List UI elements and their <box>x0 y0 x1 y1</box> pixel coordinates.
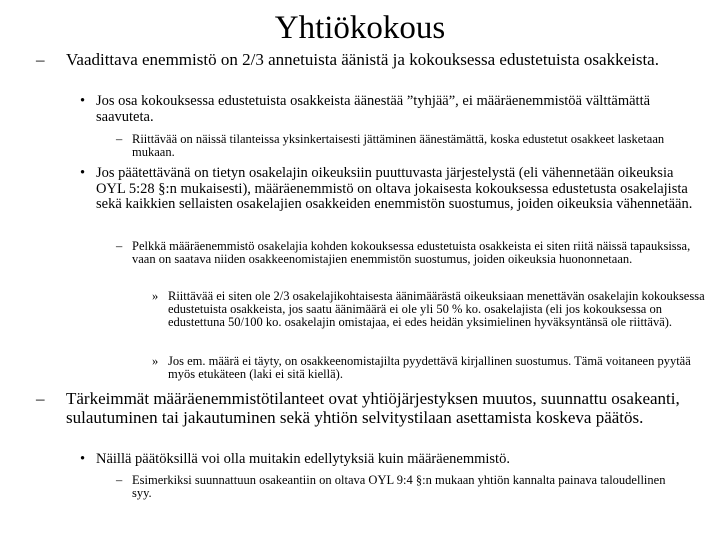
bullet-level1-key-situations <box>36 389 691 427</box>
slide-title: Yhtiökokous <box>274 10 446 46</box>
bullet-marker: – <box>116 473 123 487</box>
bullet-text: Pelkkä määräenemmistö osakelajia kohden kokouksessa edustetuista osakkeista ei siten riitä näissä tapauksissa, vaan on saatava niiden osakkeenomistajien enemmistön suostumus, joiden oikeuksia huononnetaan. <box>132 239 691 266</box>
bullet-marker: • <box>80 93 86 109</box>
bullet-level1-majority <box>36 50 686 69</box>
bullet-text: Vaadittava enemmistö on 2/3 annetuista äänistä ja kokouksessa edustetuista osakkeista. <box>66 50 659 69</box>
bullet-text: Tärkeimmät määräenemmistötilanteet ovat yhtiöjärjestyksen muutos, suunnattu osakeanti, sulautuminen tai jakautuminen sekä yhtiön selvitystilaan asettamista koskeva päätös. <box>66 389 680 427</box>
bullet-level2-empty-votes <box>80 94 710 125</box>
bullet-level2-other-conditions <box>80 452 710 468</box>
bullet-text: Näillä päätöksillä voi olla muitakin edellytyksiä kuin määräenemmistö. <box>96 451 510 467</box>
bullet-marker: • <box>80 165 86 181</box>
bullet-marker: • <box>80 451 86 467</box>
bullet-text: Esimerkiksi suunnattuun osakeantiin on oltava OYL 9:4 §:n mukaan yhtiön kannalta painava taloudellinen syy. <box>132 473 666 500</box>
bullet-text: Jos päätettävänä on tietyn osakelajin oikeuksiin puuttuvasta järjestelystä (eli vähennetään oikeuksia OYL 5:28 §:n mukaisesti), määräenemmistö on oltava jokaisesta kokouksessa edustetusta osakelajista sekä kaikkien sellaisten osakelajien osakkeiden enemmistön suostumus, joiden oikeuksia vähennetään. <box>96 165 693 212</box>
bullet-level3-consent <box>116 240 701 266</box>
bullet-level3-directed-issue <box>116 474 681 500</box>
bullet-marker: » <box>152 289 159 303</box>
bullet-level2-share-class <box>80 166 705 213</box>
bullet-text: Riittävää ei siten ole 2/3 osakelajikohtaisesta äänimäärästä oikeuksiaan menettävän osakelajin kokouksessa edustetuista osakkeista, jos saatu äänimäärä ei ole yli 50 % ko. osakelajista (eli jos kokouksessa on edustettuna 50/100 ko. osakelajin omistajaa, ei edes heidän yksimielinen hyväksyntänsä ole riittävä). <box>168 289 705 329</box>
bullet-marker: – <box>116 132 123 146</box>
bullet-text: Jos em. määrä ei täyty, on osakkeenomistajilta pyydettävä kirjallinen suostumus. Tämä voitaneen pyytää myös etukäteen (laki ei sitä kiellä). <box>168 354 691 381</box>
bullet-marker: » <box>152 354 159 368</box>
bullet-level4-written-consent <box>152 355 712 381</box>
bullet-text: Jos osa kokouksessa edustetuista osakkeista äänestää ”tyhjää”, ei määräenemmistöä välttämättä saavuteta. <box>96 93 651 125</box>
bullet-marker: – <box>116 239 123 253</box>
bullet-marker: – <box>36 389 45 408</box>
bullet-text: Riittävää on näissä tilanteissa yksinkertaisesti jättäminen äänestämättä, koska edustetut osakkeet lasketaan mukaan. <box>132 132 665 159</box>
bullet-marker: – <box>36 50 45 69</box>
bullet-level3-abstain <box>116 133 706 159</box>
bullet-level4-two-thirds <box>152 290 712 329</box>
